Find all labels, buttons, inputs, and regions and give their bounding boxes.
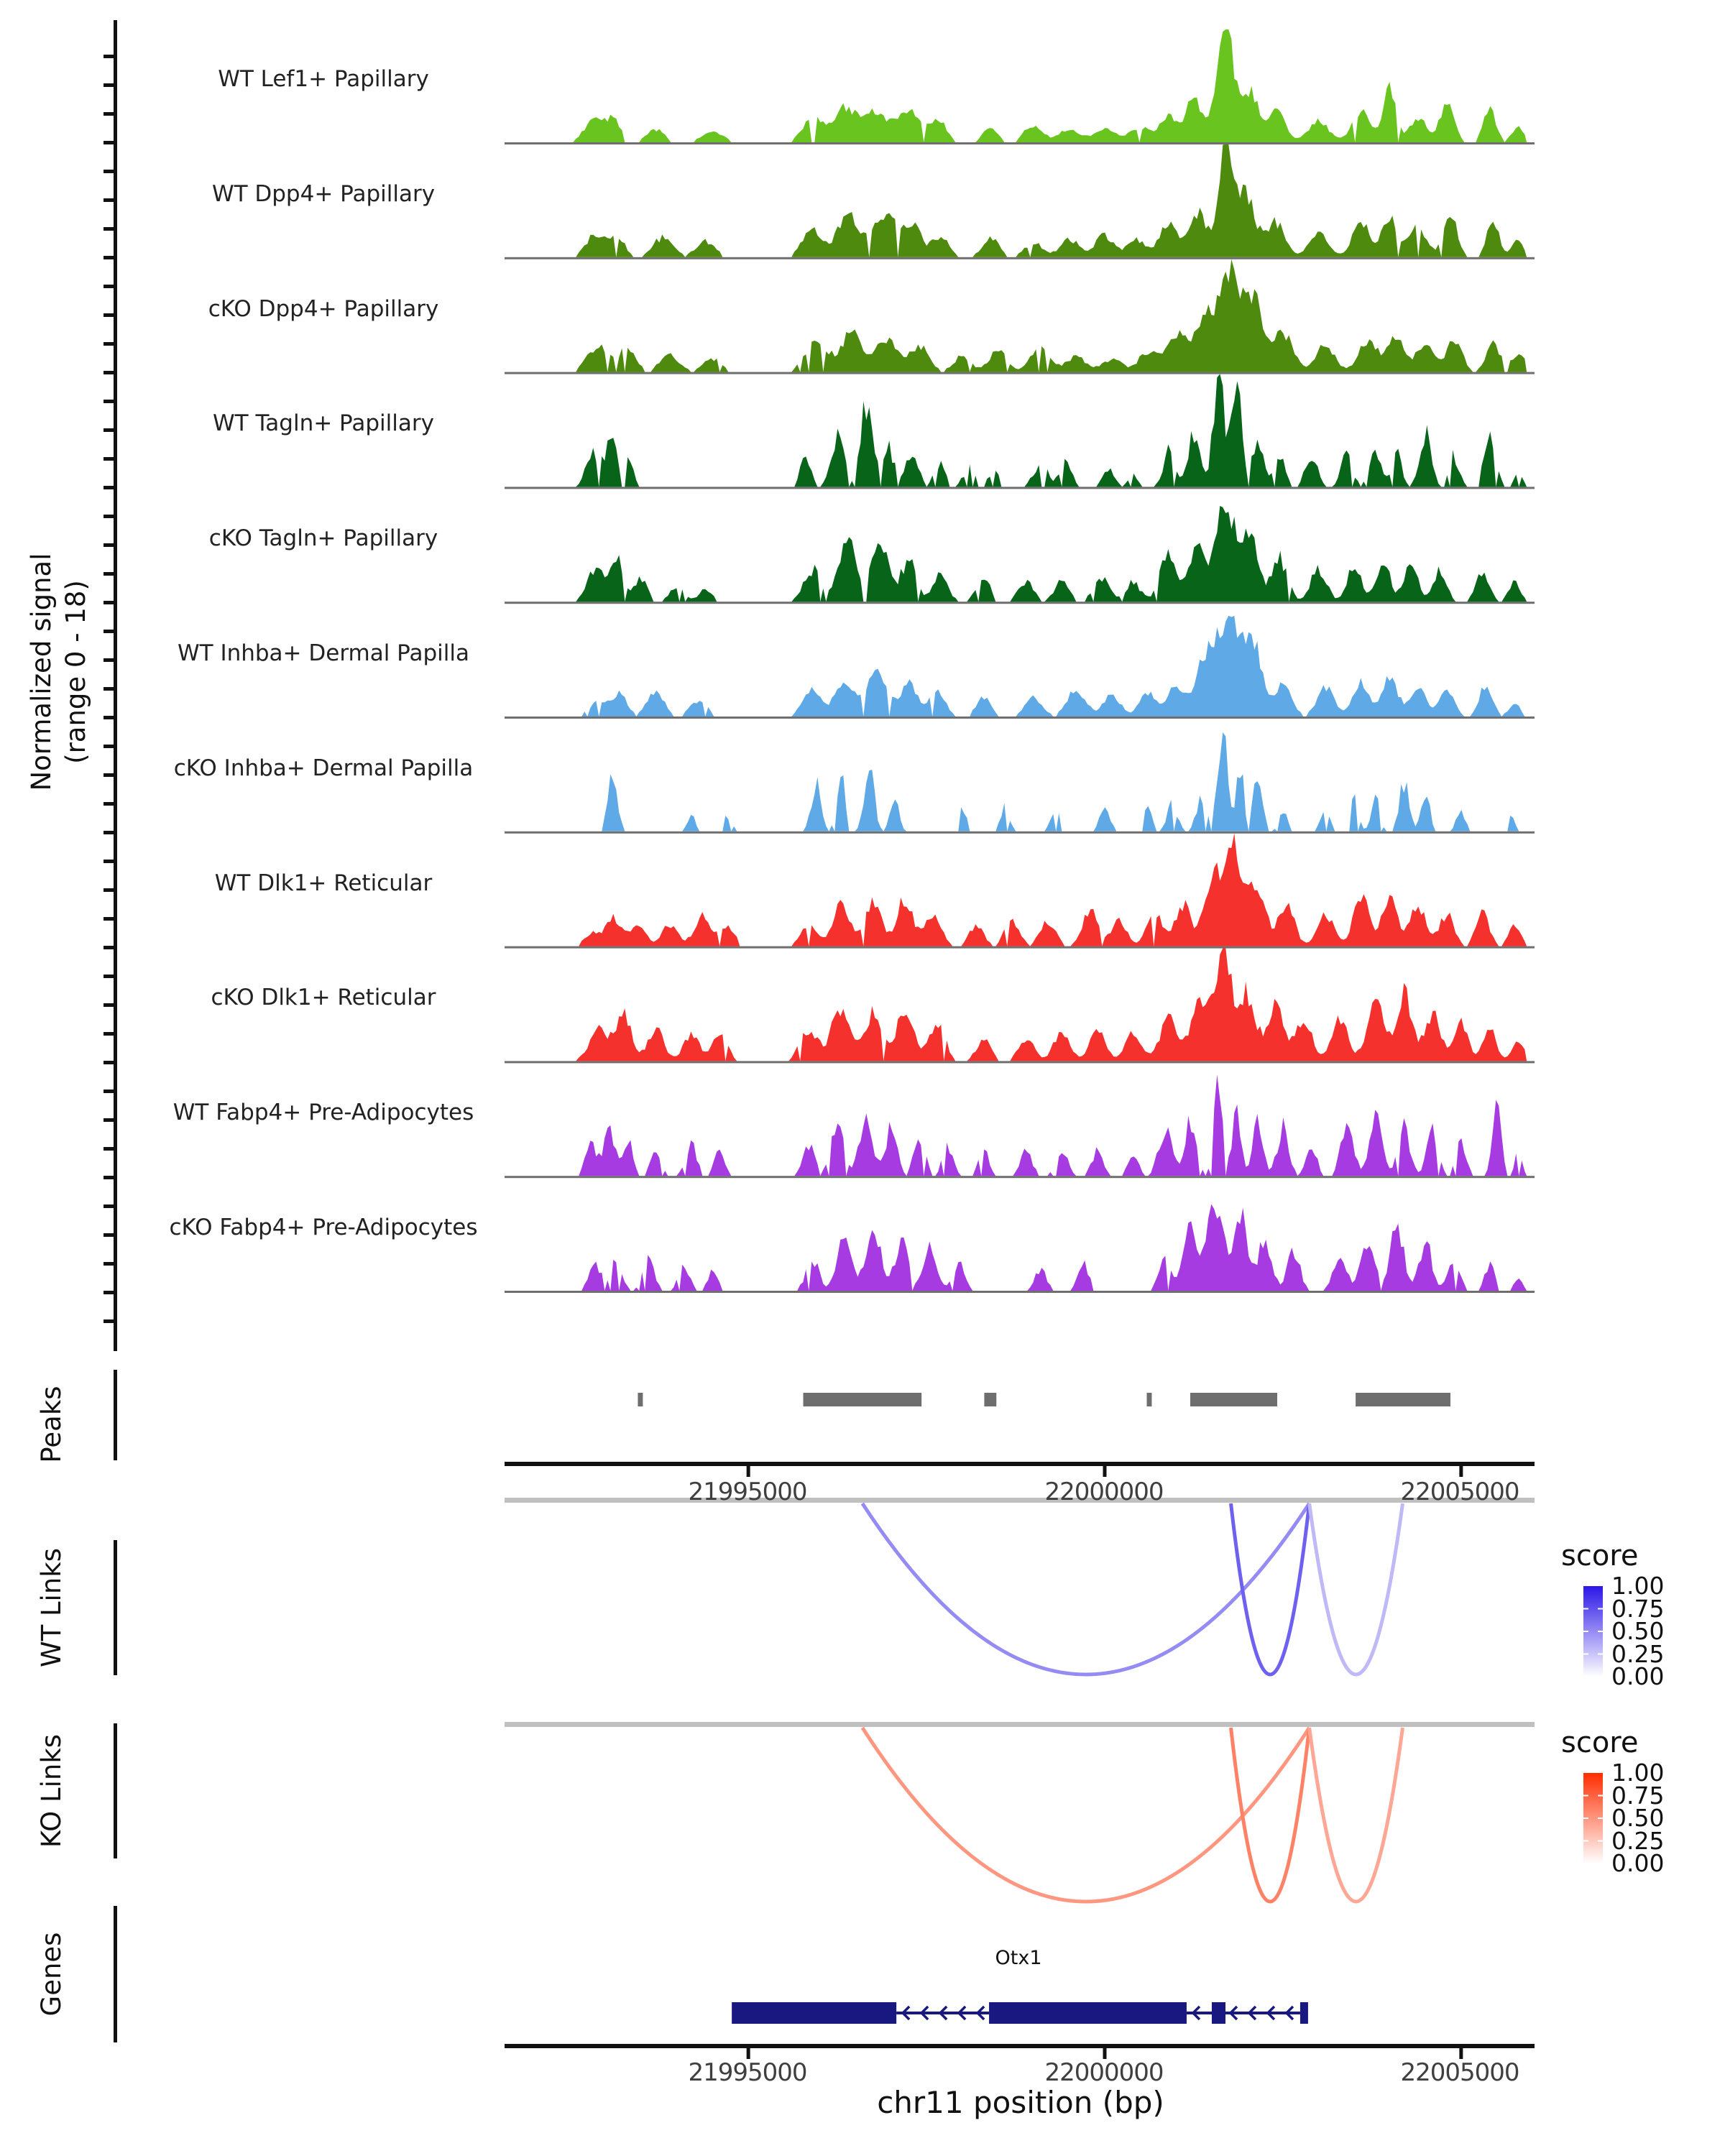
- signal-y-axis-tick: [104, 745, 114, 748]
- ko-legend-level-tick: [1598, 1795, 1603, 1797]
- signal-y-axis-tick: [104, 1262, 114, 1266]
- peak-interval: [638, 1393, 643, 1406]
- gene-name-otx1: Otx1: [995, 1947, 1042, 1969]
- signal-y-axis-tick: [104, 486, 114, 489]
- signal-y-axis-tick: [104, 313, 114, 317]
- bottom-axis-tick-22005000: 22005000: [1400, 2058, 1519, 2087]
- ko-links-bracket: [114, 1723, 117, 1858]
- signal-y-axis-tick: [104, 371, 114, 374]
- signal-y-axis-tick: [104, 515, 114, 518]
- track-baseline: [505, 487, 1535, 489]
- signal-y-axis-tick: [104, 1319, 114, 1323]
- signal-y-axis-tick: [104, 975, 114, 978]
- track-baseline: [505, 1061, 1535, 1063]
- signal-y-axis-tick: [104, 1233, 114, 1237]
- signal-y-axis-tick: [104, 141, 114, 144]
- wt-links-arc-1: [1231, 1503, 1310, 1674]
- signal-y-axis-tick: [104, 112, 114, 116]
- bottom-axis-tick: [1459, 2048, 1463, 2059]
- x-axis-title: chr11 position (bp): [877, 2085, 1164, 2120]
- signal-y-axis-tick: [104, 687, 114, 691]
- mid-axis-tick: [747, 1466, 750, 1477]
- track-label-wt-tagln: WT Tagln+ Papillary: [213, 410, 434, 436]
- signal-y-axis-tick: [104, 860, 114, 863]
- peak-interval: [1147, 1393, 1152, 1406]
- track-label-cko-dpp4: cKO Dpp4+ Papillary: [208, 296, 439, 322]
- coverage-area-8: [561, 948, 1527, 1061]
- row-label-ko-links: KO Links: [36, 1733, 67, 1848]
- ko-legend-label-075: 0.75: [1611, 1782, 1665, 1810]
- track-label-cko-tagln: cKO Tagln+ Papillary: [208, 525, 438, 551]
- signal-y-axis-tick: [104, 227, 114, 231]
- signal-y-axis-tick: [104, 198, 114, 202]
- peaks-bracket: [114, 1370, 117, 1460]
- coverage-area-6: [561, 732, 1527, 831]
- bottom-axis-tick-22000000: 22000000: [1044, 2058, 1164, 2087]
- signal-y-axis-tick: [104, 170, 114, 173]
- row-label-wt-links: WT Links: [36, 1548, 67, 1667]
- ko-legend-level-tick: [1598, 1841, 1603, 1842]
- mid-axis-tick-21995000: 21995000: [688, 1478, 807, 1506]
- mid-axis-tick: [1103, 1466, 1107, 1477]
- track-baseline: [505, 142, 1535, 144]
- signal-y-axis-tick: [104, 55, 114, 58]
- coverage-area-4: [561, 506, 1527, 602]
- track-baseline: [505, 257, 1535, 259]
- wt-legend-label-075: 0.75: [1611, 1595, 1665, 1623]
- signal-y-axis-tick: [104, 601, 114, 604]
- row-label-genes: Genes: [36, 1932, 67, 2017]
- row-label-peaks: Peaks: [36, 1386, 67, 1463]
- signal-y-axis-tick: [104, 1061, 114, 1064]
- signal-y-axis-tick: [104, 630, 114, 633]
- track-baseline: [505, 1176, 1535, 1178]
- signal-y-axis-tick: [104, 342, 114, 346]
- mid-axis-tick-22000000: 22000000: [1044, 1478, 1164, 1506]
- signal-y-axis-tick: [104, 888, 114, 892]
- track-label-cko-dlk1: cKO Dlk1+ Reticular: [211, 985, 436, 1010]
- gene-intron-line: [1187, 2012, 1300, 2014]
- signal-y-axis-tick: [104, 428, 114, 432]
- gene-exon: [1212, 2002, 1225, 2024]
- y-axis-title: [24, 442, 93, 902]
- wt-legend-label-100: 1.00: [1611, 1572, 1665, 1600]
- mid-axis-tick: [1459, 1466, 1463, 1477]
- track-baseline: [505, 372, 1535, 374]
- wt-legend-level-tick: [1598, 1631, 1603, 1632]
- signal-y-axis-tick: [104, 802, 114, 806]
- signal-y-axis-tick: [104, 400, 114, 403]
- signal-y-axis-tick: [104, 1089, 114, 1093]
- ko-links-legend-title: score: [1561, 1726, 1639, 1759]
- y-axis-title-line2: (range 0 - 18): [60, 580, 91, 764]
- track-label-cko-inhba: cKO Inhba+ Dermal Papilla: [173, 755, 474, 781]
- peak-interval: [1190, 1393, 1277, 1406]
- signal-y-axis-tick: [104, 1003, 114, 1007]
- signal-y-axis-tick: [104, 1032, 114, 1036]
- ko-legend-label-000: 0.00: [1611, 1849, 1665, 1877]
- signal-y-axis-tick: [104, 831, 114, 834]
- track-label-wt-fabp4: WT Fabp4+ Pre-Adipocytes: [172, 1100, 474, 1125]
- wt-legend-label-025: 0.25: [1611, 1640, 1665, 1668]
- wt-legend-label-000: 0.00: [1611, 1662, 1665, 1690]
- ko-links-arc-1: [1231, 1728, 1310, 1902]
- ko-legend-label-050: 0.50: [1611, 1804, 1665, 1832]
- signal-y-axis-tick: [104, 83, 114, 87]
- coverage-area-5: [561, 616, 1527, 717]
- mid-axis-line: [505, 1462, 1535, 1466]
- y-axis-title-line1: Normalized signal: [26, 553, 57, 791]
- signal-y-axis-tick: [104, 572, 114, 576]
- track-baseline: [505, 717, 1535, 719]
- ko-links-arc-2: [1310, 1728, 1403, 1902]
- signal-y-axis-line: [114, 20, 117, 1351]
- track-label-wt-dpp4: WT Dpp4+ Papillary: [211, 181, 436, 207]
- signal-y-axis-tick: [104, 256, 114, 259]
- wt-legend-level-tick: [1598, 1654, 1603, 1655]
- wt-links-bracket: [114, 1540, 117, 1675]
- signal-y-axis-tick: [104, 1118, 114, 1122]
- peak-interval: [1356, 1393, 1450, 1406]
- ko-legend-level-tick: [1583, 1795, 1588, 1797]
- ko-legend-label-100: 1.00: [1611, 1759, 1665, 1787]
- gene-exon: [1300, 2002, 1308, 2024]
- signal-y-axis-tick: [104, 946, 114, 949]
- track-baseline: [505, 946, 1535, 949]
- bottom-axis-tick-21995000: 21995000: [688, 2058, 807, 2087]
- track-label-wt-inhba: WT Inhba+ Dermal Papilla: [178, 640, 469, 666]
- ko-links-baseline: [505, 1722, 1535, 1727]
- wt-links-arc-2: [1310, 1503, 1403, 1674]
- wt-legend-level-tick: [1583, 1654, 1588, 1655]
- signal-y-axis-tick: [104, 658, 114, 662]
- signal-y-axis-tick: [104, 716, 114, 719]
- wt-links-legend-title: score: [1561, 1539, 1639, 1572]
- ko-legend-label-025: 0.25: [1611, 1827, 1665, 1855]
- track-label-wt-lef1: WT Lef1+ Papillary: [218, 66, 429, 92]
- coverage-area-2: [561, 259, 1527, 372]
- gene-exon: [732, 2002, 896, 2024]
- ko-legend-level-tick: [1583, 1818, 1588, 1819]
- bottom-axis-line: [505, 2044, 1535, 2048]
- mid-axis-tick-22005000: 22005000: [1400, 1478, 1519, 1506]
- ko-legend-level-tick: [1598, 1818, 1603, 1819]
- coverage-area-9: [561, 1074, 1527, 1176]
- peak-interval: [804, 1393, 922, 1406]
- coverage-area-7: [561, 834, 1527, 946]
- peak-interval: [984, 1393, 996, 1406]
- wt-legend-label-050: 0.50: [1611, 1617, 1665, 1645]
- ko-legend-level-tick: [1583, 1841, 1588, 1842]
- signal-y-axis-tick: [104, 1204, 114, 1208]
- signal-y-axis-tick: [104, 1147, 114, 1151]
- signal-y-axis-tick: [104, 917, 114, 921]
- bottom-axis-tick: [747, 2048, 750, 2059]
- signal-y-axis-tick: [104, 1176, 114, 1179]
- signal-y-axis-tick: [104, 457, 114, 461]
- coverage-area-0: [561, 29, 1527, 142]
- signal-y-axis-tick: [104, 285, 114, 288]
- track-baseline: [505, 831, 1535, 834]
- track-baseline: [505, 1291, 1535, 1293]
- wt-legend-level-tick: [1598, 1608, 1603, 1610]
- wt-legend-level-tick: [1583, 1608, 1588, 1610]
- signal-y-axis-tick: [104, 773, 114, 777]
- track-baseline: [505, 602, 1535, 604]
- coverage-area-10: [561, 1204, 1527, 1291]
- genes-bracket: [114, 1906, 117, 2042]
- bottom-axis-tick: [1103, 2048, 1107, 2059]
- wt-legend-level-tick: [1583, 1631, 1588, 1632]
- gene-exon: [989, 2002, 1187, 2024]
- coverage-area-3: [561, 374, 1527, 487]
- track-label-cko-fabp4: cKO Fabp4+ Pre-Adipocytes: [169, 1215, 478, 1240]
- track-label-wt-dlk1: WT Dlk1+ Reticular: [214, 870, 433, 896]
- signal-y-axis-tick: [104, 543, 114, 547]
- coverage-area-1: [561, 144, 1527, 257]
- signal-y-axis-tick: [104, 1291, 114, 1294]
